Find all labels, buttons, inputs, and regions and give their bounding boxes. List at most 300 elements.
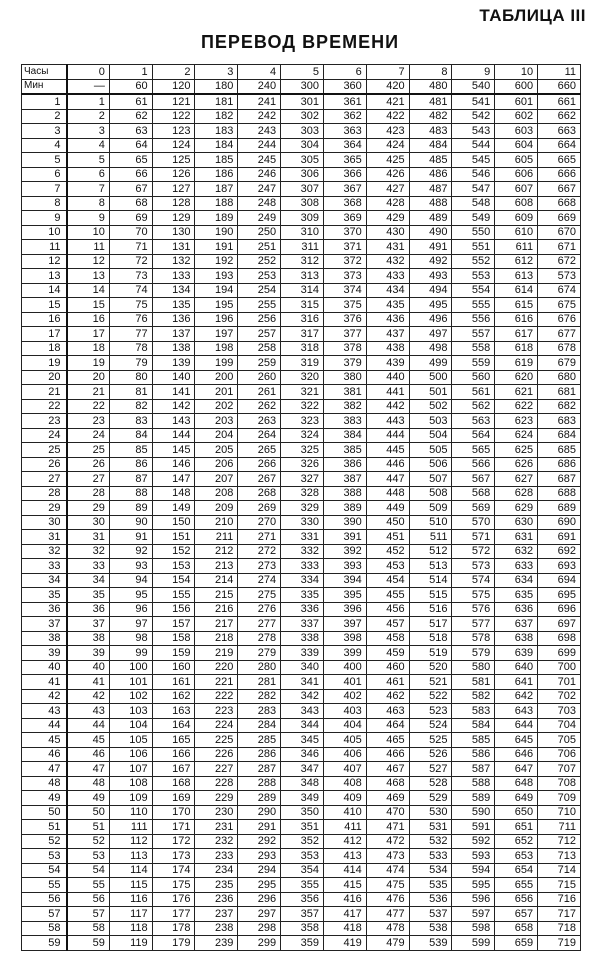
value-cell: 381 [323,385,366,400]
value-cell: 251 [238,240,281,255]
value-cell: 709 [538,791,581,806]
value-cell: 70 [109,225,152,240]
value-cell: 500 [409,370,452,385]
value-cell: 461 [366,675,409,690]
value-cell: 467 [366,762,409,777]
value-cell: 468 [366,776,409,791]
value-cell: 578 [452,631,495,646]
value-cell: 351 [281,820,324,835]
minute-index-cell: 10 [22,225,67,240]
value-cell: 431 [366,240,409,255]
value-cell: 608 [495,196,538,211]
table-row [22,385,581,400]
value-cell: 226 [195,747,238,762]
value-cell: 15 [67,298,110,313]
value-cell: 11 [67,240,110,255]
value-cell: 661 [538,94,581,109]
minute-index-cell: 32 [22,544,67,559]
minute-index-cell: 15 [22,298,67,313]
value-cell: 273 [238,559,281,574]
value-cell: 156 [152,602,195,617]
value-cell: 332 [281,544,324,559]
value-cell: 167 [152,762,195,777]
value-cell: 297 [238,907,281,922]
value-cell: 295 [238,878,281,893]
value-cell: 679 [538,356,581,371]
value-cell: 690 [538,515,581,530]
value-cell: 195 [195,298,238,313]
value-cell: 225 [195,733,238,748]
value-cell: 230 [195,805,238,820]
value-cell: 306 [281,167,324,182]
value-cell: 469 [366,791,409,806]
value-cell: 126 [152,167,195,182]
value-cell: 223 [195,704,238,719]
value-cell: 353 [281,849,324,864]
value-cell: 40 [67,660,110,675]
value-cell: 691 [538,530,581,545]
value-cell: 711 [538,820,581,835]
value-cell: 241 [238,94,281,109]
value-cell: 376 [323,312,366,327]
value-cell: 256 [238,312,281,327]
value-cell: 229 [195,791,238,806]
value-cell: 645 [495,733,538,748]
value-cell: 424 [366,138,409,153]
value-cell: 95 [109,588,152,603]
minute-index-cell: 2 [22,109,67,124]
value-cell: 488 [409,196,452,211]
value-cell: 478 [366,921,409,936]
table-row [22,124,581,139]
value-cell: 441 [366,385,409,400]
value-cell: 122 [152,109,195,124]
value-cell: 433 [366,269,409,284]
table-row [22,820,581,835]
value-cell: 676 [538,312,581,327]
value-cell: 192 [195,254,238,269]
value-cell: 400 [323,660,366,675]
value-cell: 224 [195,718,238,733]
value-cell: 322 [281,399,324,414]
value-cell: 663 [538,124,581,139]
value-cell: 243 [238,124,281,139]
table-row [22,559,581,574]
value-cell: 631 [495,530,538,545]
value-cell: 301 [281,94,324,109]
value-cell: 340 [281,660,324,675]
value-cell: 46 [67,747,110,762]
value-cell: 350 [281,805,324,820]
value-cell: 490 [409,225,452,240]
value-cell: 556 [452,312,495,327]
minute-index-cell: 57 [22,907,67,922]
value-cell: 260 [238,370,281,385]
value-cell: 186 [195,167,238,182]
table-row [22,936,581,951]
value-cell: 71 [109,240,152,255]
value-cell: 362 [323,109,366,124]
value-cell: 510 [409,515,452,530]
value-cell: 12 [67,254,110,269]
table-row [22,298,581,313]
value-cell: 349 [281,791,324,806]
value-cell: 670 [538,225,581,240]
value-cell: 640 [495,660,538,675]
value-cell: 144 [152,428,195,443]
value-cell: 602 [495,109,538,124]
minute-index-cell: 46 [22,747,67,762]
value-cell: 321 [281,385,324,400]
value-cell: 454 [366,573,409,588]
value-cell: 638 [495,631,538,646]
value-cell: 188 [195,196,238,211]
value-cell: 704 [538,718,581,733]
table-label: ТАБЛИЦА III [479,6,586,25]
value-cell: 546 [452,167,495,182]
value-cell: 653 [495,849,538,864]
value-cell: 39 [67,646,110,661]
value-cell: 495 [409,298,452,313]
value-cell: 73 [109,269,152,284]
value-cell: 416 [323,892,366,907]
value-cell: 129 [152,211,195,226]
value-cell: 627 [495,472,538,487]
value-cell: 529 [409,791,452,806]
table-row [22,849,581,864]
value-cell: 58 [67,921,110,936]
value-cell: 355 [281,878,324,893]
value-cell: 9 [67,211,110,226]
value-cell: 476 [366,892,409,907]
minute-index-cell: 5 [22,153,67,168]
value-cell: 62 [109,109,152,124]
value-cell: 485 [409,153,452,168]
table-row [22,443,581,458]
value-cell: 304 [281,138,324,153]
value-cell: 643 [495,704,538,719]
value-cell: 499 [409,356,452,371]
hour-cell: 10 [495,65,538,80]
value-cell: 248 [238,196,281,211]
value-cell: 28 [67,486,110,501]
minute-index-cell: 39 [22,646,67,661]
hour-minutes-cell: 420 [366,79,409,94]
value-cell: 688 [538,486,581,501]
value-cell: 623 [495,414,538,429]
value-cell: 443 [366,414,409,429]
value-cell: 7 [67,182,110,197]
hour-minutes-cell: 300 [281,79,324,94]
hour-cell: 2 [152,65,195,80]
value-cell: 410 [323,805,366,820]
value-cell: 202 [195,399,238,414]
value-cell: 421 [366,94,409,109]
value-cell: 342 [281,689,324,704]
value-cell: 543 [452,124,495,139]
table-row [22,254,581,269]
value-cell: 52 [67,834,110,849]
value-cell: 665 [538,153,581,168]
minute-index-cell: 56 [22,892,67,907]
value-cell: 613 [495,269,538,284]
minute-index-cell: 50 [22,805,67,820]
table-row [22,283,581,298]
value-cell: 396 [323,602,366,617]
value-cell: 614 [495,283,538,298]
value-cell: 587 [452,762,495,777]
table-row [22,167,581,182]
value-cell: 483 [409,124,452,139]
value-cell: 407 [323,762,366,777]
value-cell: 214 [195,573,238,588]
value-cell: 48 [67,776,110,791]
value-cell: 581 [452,675,495,690]
value-cell: 425 [366,153,409,168]
value-cell: 567 [452,472,495,487]
hour-minutes-cell: 120 [152,79,195,94]
value-cell: 593 [452,849,495,864]
value-cell: 385 [323,443,366,458]
value-cell: 147 [152,472,195,487]
minute-index-cell: 1 [22,94,67,109]
value-cell: 437 [366,327,409,342]
value-cell: 94 [109,573,152,588]
value-cell: 459 [366,646,409,661]
value-cell: 2 [67,109,110,124]
value-cell: 294 [238,863,281,878]
value-cell: 675 [538,298,581,313]
value-cell: 108 [109,776,152,791]
value-cell: 197 [195,327,238,342]
value-cell: 599 [452,936,495,951]
value-cell: 250 [238,225,281,240]
value-cell: 715 [538,878,581,893]
value-cell: 641 [495,675,538,690]
value-cell: 124 [152,138,195,153]
value-cell: 199 [195,356,238,371]
value-cell: 82 [109,399,152,414]
value-cell: 252 [238,254,281,269]
value-cell: 649 [495,791,538,806]
value-cell: 610 [495,225,538,240]
value-cell: 292 [238,834,281,849]
hour-cell: 6 [323,65,366,80]
value-cell: 436 [366,312,409,327]
value-cell: 121 [152,94,195,109]
value-cell: 486 [409,167,452,182]
value-cell: 257 [238,327,281,342]
value-cell: 91 [109,530,152,545]
value-cell: 80 [109,370,152,385]
hour-minutes-cell: 660 [538,79,581,94]
value-cell: 446 [366,457,409,472]
value-cell: 438 [366,341,409,356]
value-cell: 606 [495,167,538,182]
value-cell: 685 [538,443,581,458]
table-row [22,370,581,385]
value-cell: 693 [538,559,581,574]
value-cell: 26 [67,457,110,472]
value-cell: 118 [109,921,152,936]
value-cell: 339 [281,646,324,661]
value-cell: 341 [281,675,324,690]
minute-index-cell: 47 [22,762,67,777]
value-cell: 272 [238,544,281,559]
minute-index-cell: 3 [22,124,67,139]
value-cell: 471 [366,820,409,835]
value-cell: 590 [452,805,495,820]
value-cell: 498 [409,341,452,356]
value-cell: 307 [281,182,324,197]
value-cell: 5 [67,153,110,168]
value-cell: 573 [452,559,495,574]
value-cell: 625 [495,443,538,458]
value-cell: 79 [109,356,152,371]
value-cell: 89 [109,501,152,516]
value-cell: 17 [67,327,110,342]
value-cell: 516 [409,602,452,617]
value-cell: 85 [109,443,152,458]
value-cell: 557 [452,327,495,342]
value-cell: 283 [238,704,281,719]
value-cell: 481 [409,94,452,109]
value-cell: 328 [281,486,324,501]
minute-index-cell: 53 [22,849,67,864]
value-cell: 323 [281,414,324,429]
value-cell: 346 [281,747,324,762]
value-cell: 36 [67,602,110,617]
value-cell: 286 [238,747,281,762]
value-cell: 125 [152,153,195,168]
table-row [22,617,581,632]
value-cell: 415 [323,878,366,893]
value-cell: 619 [495,356,538,371]
value-cell: 68 [109,196,152,211]
value-cell: 45 [67,733,110,748]
value-cell: 451 [366,530,409,545]
hour-cell: 8 [409,65,452,80]
value-cell: 49 [67,791,110,806]
value-cell: 152 [152,544,195,559]
value-cell: 707 [538,762,581,777]
value-cell: 601 [495,94,538,109]
value-cell: 218 [195,631,238,646]
value-cell: 220 [195,660,238,675]
value-cell: 474 [366,863,409,878]
value-cell: 526 [409,747,452,762]
value-cell: 444 [366,428,409,443]
value-cell: 271 [238,530,281,545]
minute-index-cell: 31 [22,530,67,545]
value-cell: 182 [195,109,238,124]
value-cell: 370 [323,225,366,240]
value-cell: 448 [366,486,409,501]
value-cell: 128 [152,196,195,211]
value-cell: 618 [495,341,538,356]
value-cell: 607 [495,182,538,197]
table-row [22,544,581,559]
value-cell: 174 [152,863,195,878]
value-cell: 314 [281,283,324,298]
value-cell: 78 [109,341,152,356]
value-cell: 55 [67,878,110,893]
value-cell: 275 [238,588,281,603]
value-cell: 401 [323,675,366,690]
value-cell: 412 [323,834,366,849]
value-cell: 680 [538,370,581,385]
value-cell: 701 [538,675,581,690]
value-cell: 548 [452,196,495,211]
value-cell: 282 [238,689,281,704]
value-cell: 255 [238,298,281,313]
table-row [22,718,581,733]
value-cell: 542 [452,109,495,124]
minute-index-cell: 43 [22,704,67,719]
value-cell: 16 [67,312,110,327]
value-cell: 684 [538,428,581,443]
value-cell: 137 [152,327,195,342]
value-cell: 494 [409,283,452,298]
value-cell: 88 [109,486,152,501]
hour-cell: 3 [195,65,238,80]
value-cell: 573 [538,269,581,284]
table-row [22,472,581,487]
value-cell: 591 [452,820,495,835]
value-cell: 171 [152,820,195,835]
value-cell: 1 [67,94,110,109]
value-cell: 266 [238,457,281,472]
value-cell: 183 [195,124,238,139]
value-cell: 617 [495,327,538,342]
value-cell: 3 [67,124,110,139]
table-row [22,573,581,588]
value-cell: 596 [452,892,495,907]
value-cell: 716 [538,892,581,907]
value-cell: 311 [281,240,324,255]
value-cell: 157 [152,617,195,632]
table-row [22,776,581,791]
value-cell: 650 [495,805,538,820]
value-cell: 574 [452,573,495,588]
value-cell: 492 [409,254,452,269]
value-cell: 309 [281,211,324,226]
value-cell: 83 [109,414,152,429]
minute-index-cell: 36 [22,602,67,617]
table-row [22,588,581,603]
value-cell: 98 [109,631,152,646]
value-cell: 553 [452,269,495,284]
value-cell: 521 [409,675,452,690]
value-cell: 254 [238,283,281,298]
value-cell: 276 [238,602,281,617]
value-cell: 465 [366,733,409,748]
value-cell: 535 [409,878,452,893]
minute-index-cell: 7 [22,182,67,197]
value-cell: 277 [238,617,281,632]
value-cell: 520 [409,660,452,675]
value-cell: 702 [538,689,581,704]
value-cell: 595 [452,878,495,893]
value-cell: 41 [67,675,110,690]
value-cell: 507 [409,472,452,487]
value-cell: 354 [281,863,324,878]
value-cell: 20 [67,370,110,385]
value-cell: 533 [409,849,452,864]
value-cell: 236 [195,892,238,907]
value-cell: 279 [238,646,281,661]
table-row [22,428,581,443]
